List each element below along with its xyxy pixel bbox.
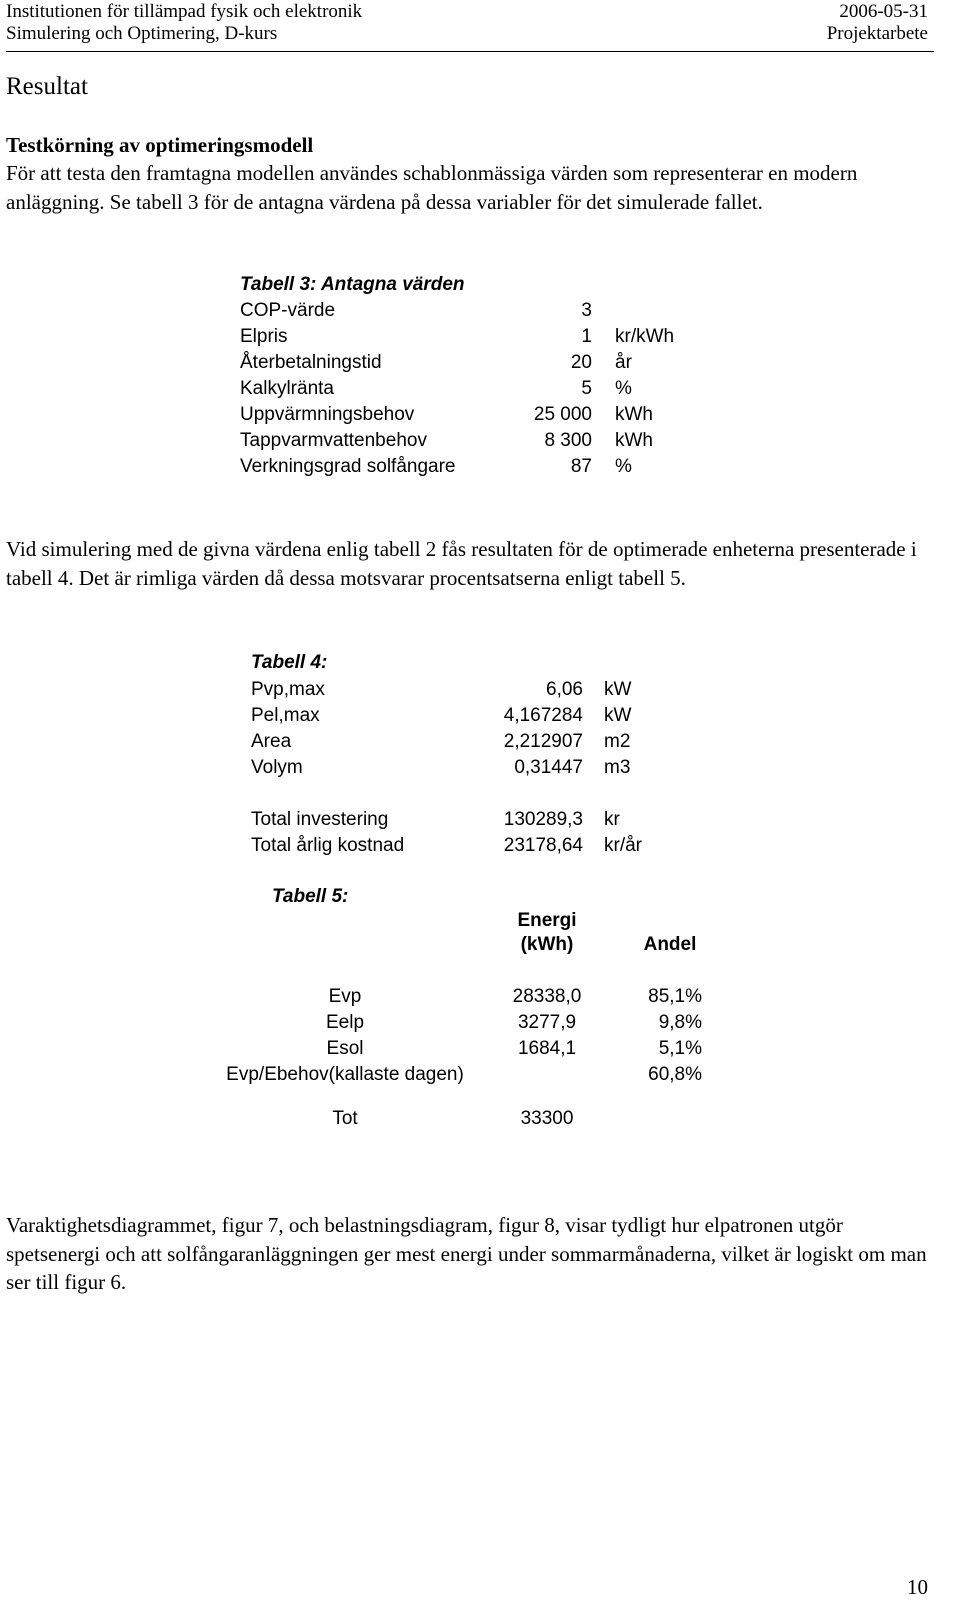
table-3-label: Tappvarmvattenbehov (240, 430, 427, 451)
table-5-energy: 1684,1 (517, 1038, 577, 1059)
conclusion-paragraph: Varaktighetsdiagrammet, figur 7, och belastningsdiagram, figur 8, visar tydligt hur elpatronen utgör spetsenergi och att solfångaranläggningen ger mest energi under sommarmånaderna, vilket är logiskt om man ser till figur 6. (6, 1213, 927, 1294)
table-4-value: 2,212907 (503, 731, 583, 752)
table-row (240, 298, 840, 324)
table-4 (251, 650, 751, 860)
table-4-caption-row (251, 650, 851, 676)
table-5-label: Evp (328, 986, 362, 1007)
results-paragraph: Vid simulering med de givna värdena enlig tabell 2 fås resultaten för de optimerade enheterna presenterade i tabell 4. Det är rimliga värden då dessa motsvarar procentsatserna enligt tabell 5. (6, 537, 917, 590)
table-3-value: 25 000 (533, 404, 592, 425)
table-4-unit: kW (604, 705, 632, 726)
table-3-value: 8 300 (544, 430, 592, 451)
table-4-unit: m3 (604, 757, 631, 778)
table-4-total-value: 23178,64 (503, 835, 583, 856)
table-3-caption: Tabell 3: Antagna värden (240, 274, 465, 295)
table-4-total-label: Total årlig kostnad (251, 835, 405, 856)
table-4-value: 6,06 (546, 679, 583, 700)
table-5-share: 9,8% (658, 1012, 702, 1033)
table-5-share: 5,1% (658, 1038, 702, 1059)
table-4-unit: kW (604, 679, 632, 700)
table-5-header-energy-unit: (kWh) (520, 934, 574, 955)
table-4-caption: Tabell 4: (251, 652, 328, 673)
table-3-label: Återbetalningstid (240, 352, 382, 373)
table-row (240, 376, 840, 402)
table-3-unit: % (615, 456, 632, 477)
table-3-unit: kWh (615, 404, 653, 425)
table-3-label: Kalkylränta (240, 378, 334, 399)
table-4-label: Volym (251, 757, 303, 778)
table-5-energy: 28338,0 (512, 986, 582, 1007)
table-3-label: Elpris (240, 326, 288, 347)
table-5 (200, 884, 760, 1154)
table-4-total-value: 130289,3 (503, 809, 583, 830)
table-row (251, 703, 851, 729)
table-3 (240, 272, 760, 492)
table-3-label: COP-värde (240, 300, 336, 321)
table-5-total-energy: 33300 (520, 1108, 574, 1129)
table-4-label: Pvp,max (251, 679, 325, 700)
table-3-unit: kWh (615, 430, 653, 451)
subsection-title: Testkörning av optimeringsmodell (6, 133, 314, 157)
table-4-label: Pel,max (251, 705, 320, 726)
table-3-label: Uppvärmningsbehov (240, 404, 415, 425)
table-3-unit: % (615, 378, 632, 399)
page-number: 10 (907, 1575, 928, 1599)
table-5-share: 85,1% (648, 986, 702, 1007)
table-row (251, 677, 851, 703)
table-5-total-label: Tot (332, 1108, 358, 1129)
table-row (251, 833, 851, 859)
table-row (240, 324, 840, 350)
table-row (240, 402, 840, 428)
table-5-energy: 3277,9 (517, 1012, 577, 1033)
table-3-label: Verkningsgrad solfångare (240, 456, 456, 477)
table-3-value: 1 (581, 326, 592, 347)
table-5-label: Eelp (325, 1012, 365, 1033)
table-3-value: 5 (581, 378, 592, 399)
table-5-caption: Tabell 5: (272, 886, 349, 907)
table-row (240, 350, 840, 376)
table-3-unit: år (615, 352, 632, 373)
table-row (251, 729, 851, 755)
header-doc-type: Projektarbete (826, 23, 928, 44)
table-4-total-unit: kr (604, 809, 620, 830)
table-4-total-label: Total investering (251, 809, 389, 830)
table-row (240, 454, 840, 480)
intro-paragraph: För att testa den framtagna modellen användes schablonmässiga värden som representerar en modern anläggning. Se tabell 3 för de antagna värdena på dessa variabler för det simulerade fallet. (6, 161, 858, 214)
table-3-value: 87 (570, 456, 592, 477)
table-row (251, 807, 851, 833)
header-divider (6, 51, 934, 52)
header-course: Simulering och Optimering, D-kurs (6, 23, 278, 44)
table-4-unit: m2 (604, 731, 631, 752)
header-institution: Institutionen för tillämpad fysik och elektronik (6, 1, 363, 22)
table-row (240, 428, 840, 454)
table-5-header-energy: Energi (517, 910, 577, 931)
table-4-label: Area (251, 731, 292, 752)
table-4-total-unit: kr/år (604, 835, 642, 856)
table-row (251, 755, 851, 781)
table-3-caption-row (240, 272, 840, 298)
table-5-header-share: Andel (643, 934, 697, 955)
table-3-unit: kr/kWh (615, 326, 675, 347)
table-5-label: Esol (326, 1038, 364, 1059)
table-3-value: 3 (581, 300, 592, 321)
header-date: 2006-05-31 (839, 1, 928, 22)
table-5-share: 60,8% (648, 1064, 702, 1085)
table-3-value: 20 (570, 352, 592, 373)
table-4-value: 0,31447 (514, 757, 583, 778)
table-4-value: 4,167284 (503, 705, 583, 726)
section-title: Resultat (6, 73, 88, 100)
table-5-label: Evp/Ebehov(kallaste dagen) (226, 1064, 464, 1085)
